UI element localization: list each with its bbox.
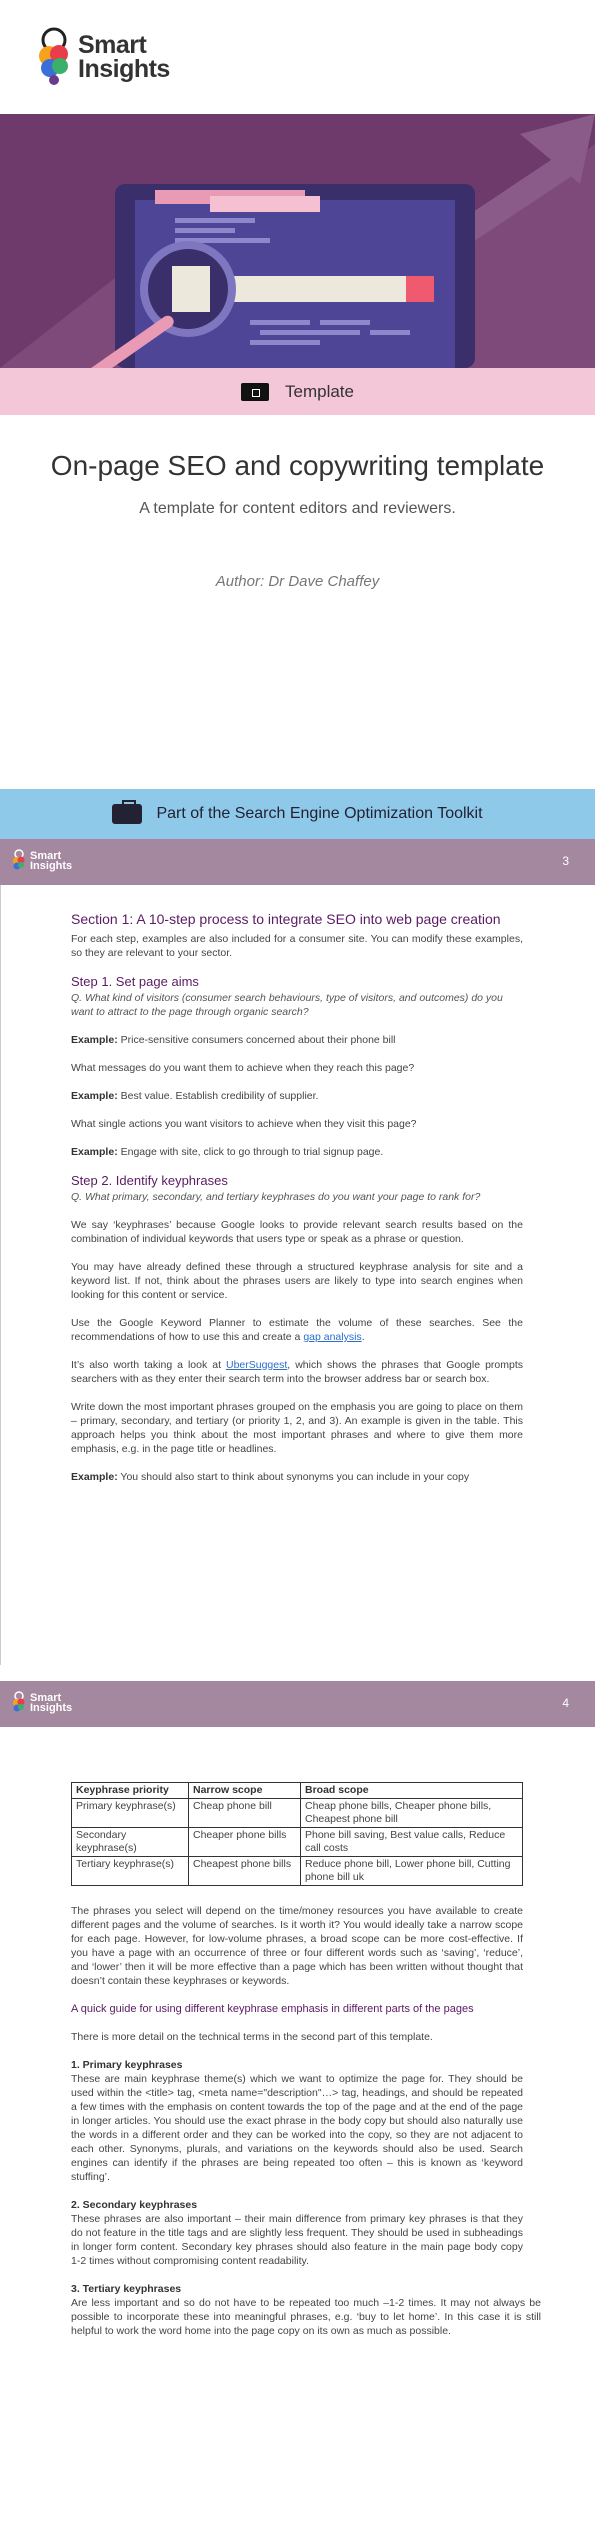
- logo-line2: Insights: [78, 55, 170, 83]
- p4-text-a: It’s also worth taking a look at: [71, 1359, 226, 1371]
- logo-line1: Smart: [78, 31, 147, 59]
- step-1-example-1: [71, 1033, 523, 1047]
- p4-text-b: , which shows the phrases that Google prompts searchers with as they enter their search term into the browser address bar or search box.: [71, 1359, 523, 1385]
- template-band: [0, 368, 595, 415]
- table-row: [72, 1857, 523, 1886]
- page-number: 3: [562, 854, 569, 868]
- step-1-example-2: [71, 1089, 523, 1103]
- example-label: Example:: [71, 1471, 118, 1483]
- logo-mark-icon: [36, 26, 72, 88]
- p3-text: Use the Google Keyword Planner to estimate the volume of these searches. See the recommendations of how to use this and create a: [71, 1317, 523, 1343]
- step-1-example-3: [71, 1145, 523, 1159]
- cover-subtitle: A template for content editors and reviewers.: [139, 500, 456, 517]
- step-2-question: Q. What primary, secondary, and tertiary keyphrases do you want your page to rank for?: [71, 1191, 481, 1203]
- gap-analysis-link[interactable]: gap analysis: [303, 1331, 362, 1343]
- example-text: You should also start to think about synonyms you can include in your copy: [117, 1471, 470, 1483]
- secondary-keyphrases-heading: 2. Secondary keyphrases: [71, 2199, 198, 2211]
- step-2-title: Step 2. Identify keyphrases: [71, 1173, 228, 1188]
- cover-title: On-page SEO and copywriting template: [50, 450, 545, 481]
- header-logo-text: [30, 1693, 72, 1713]
- step-1-title: Step 1. Set page aims: [71, 974, 199, 989]
- header-logo: [12, 1691, 72, 1715]
- table-cell: Reduce phone bill, Lower phone bill, Cutting phone bill uk: [301, 1857, 523, 1886]
- cover-logo-area: [0, 0, 595, 114]
- table-cell: Cheapest phone bills: [189, 1857, 301, 1886]
- header-logo-line2: Insights: [30, 860, 73, 872]
- header-logo-mark-icon: [12, 1691, 26, 1715]
- example-label: Example:: [71, 1090, 118, 1102]
- page-4-header: [0, 1681, 595, 1727]
- keyphrase-table: [71, 1782, 523, 1886]
- step-2-paragraph-5: Write down the most important phrases grouped on the emphasis you are going to place on them – primary, secondary, and tertiary (or priority 1, 2, and 3). An example is given in the table. This approach helps you think about the most important phrases and where to give them more emphasis, e.g. in the page title or headlines.: [71, 1401, 523, 1455]
- page-4-paragraph-1: The phrases you select will depend on the time/money resources you have available to create different pages and the volume of searches. Is it worth it? You would ideally take a narrow scope for each page. However, for low-volume phrases, a broad scope can be more cost-effective. If you have a page with an occurrence of three or four different words such as ‘saving’, ‘reduce’, and ‘lower’ then it will be more effective than a page which has been written without thought that doesn’t contain these keyphrases or keywords.: [71, 1905, 523, 1987]
- example-text: Engage with site, click to go through to trial signup page.: [117, 1146, 384, 1158]
- step-2-paragraph-4: [71, 1358, 523, 1386]
- header-logo-mark-icon: [12, 849, 26, 873]
- step-1-paragraph-3: What single actions you want visitors to achieve when they visit this page?: [71, 1118, 417, 1130]
- header-logo-line2: Insights: [30, 1702, 73, 1714]
- column-header: Broad scope: [301, 1783, 523, 1799]
- table-cell: Tertiary keyphrase(s): [72, 1857, 189, 1886]
- section-intro: For each step, examples are also included for a consumer site. You can modify these examples, so they are relevant to your sector.: [71, 933, 523, 959]
- primary-keyphrases-text: These are main keyphrase theme(s) which we want to optimize the page for. They should be used within the <title> tag, <meta name="description"…> tag, headings, and should be repeated a few times with the emphasis on content towards the top of the page and at the end of the page in longer articles. You should use the exact phrase in the body copy but should also naturally use the words in a different order and they can be worked into the copy, so they are not adjacent to each other. Synonyms, plurals, and variations on the keywords should also be used. Search engines can identify if the phrases are being repeated too often – this is known as ‘keyword stuffing’.: [71, 2073, 523, 2183]
- primary-keyphrases-heading: 1. Primary keyphrases: [71, 2059, 183, 2071]
- logo-text: [78, 33, 170, 81]
- toolkit-label: Part of the Search Engine Optimization Toolkit: [156, 805, 483, 822]
- step-2-example: [71, 1470, 523, 1484]
- table-header-row: [72, 1783, 523, 1799]
- page-edge-line: [0, 885, 1, 1665]
- page-3-header: [0, 839, 595, 885]
- example-label: Example:: [71, 1146, 118, 1158]
- hero-illustration: [0, 114, 595, 368]
- table-cell: Secondary keyphrase(s): [72, 1828, 189, 1857]
- hero-laptop-illustration: [0, 114, 595, 368]
- example-label: Example:: [71, 1034, 118, 1046]
- quick-guide-title: A quick guide for using different keyphrase emphasis in different parts of the pages: [71, 2003, 474, 2015]
- example-text: Best value. Establish credibility of supplier.: [117, 1090, 319, 1102]
- template-label: Template: [285, 381, 354, 401]
- table-cell: Cheap phone bills, Cheaper phone bills, Cheapest phone bill: [301, 1799, 523, 1828]
- step-1-paragraph-2: What messages do you want them to achieve when they reach this page?: [71, 1062, 415, 1074]
- page-4-paragraph-2: There is more detail on the technical terms in the second part of this template.: [71, 2031, 433, 2043]
- header-logo-line1: Smart: [30, 1692, 62, 1704]
- step-2-paragraph-2: You may have already defined these through a structured keyphrase analysis for site and a keyword list. If not, think about the phrases users are likely to type into search engines when looking for this content or service.: [71, 1261, 523, 1301]
- section-1-title: Section 1: A 10-step process to integrate SEO into web page creation: [71, 911, 501, 927]
- header-logo-line1: Smart: [30, 850, 62, 862]
- page-3-body: [71, 910, 523, 1498]
- page-number: 4: [562, 1696, 569, 1710]
- toolkit-band: [0, 789, 595, 839]
- header-logo-text: [30, 851, 72, 871]
- column-header: Narrow scope: [189, 1783, 301, 1799]
- example-text: Price-sensitive consumers concerned about their phone bill: [117, 1034, 396, 1046]
- p3-end: .: [361, 1331, 365, 1343]
- step-2-paragraph-3: [71, 1316, 523, 1344]
- table-cell: Phone bill saving, Best value calls, Reduce call costs: [301, 1828, 523, 1857]
- table-cell: Primary keyphrase(s): [72, 1799, 189, 1828]
- smart-insights-logo: [36, 26, 170, 88]
- table-cell: Cheaper phone bills: [189, 1828, 301, 1857]
- secondary-keyphrases-text: These phrases are also important – their main difference from primary key phrases is that they do not feature in the title tags and are slightly less frequent. They should be used in subheadings in longer form content. Secondary key phrases should also feature in the main page body copy 1-2 times without compromising content readability.: [71, 2213, 523, 2267]
- table-row: [72, 1799, 523, 1828]
- tertiary-keyphrases-text: Are less important and so do not have to be repeated too much –1-2 times. It may not always be possible to incorporate these into meaningful phrases, e.g. ‘buy to let home’. In this case it is still helpful to work the word home into the page copy on its own as much as possible.: [71, 2297, 541, 2337]
- cover-author: Author: Dr Dave Chaffey: [215, 573, 380, 590]
- toolkit-briefcase-icon: [112, 804, 142, 824]
- page-4-body: [71, 1782, 541, 2352]
- ubersuggest-link[interactable]: UberSuggest: [225, 1359, 288, 1371]
- tertiary-keyphrases-heading: 3. Tertiary keyphrases: [71, 2283, 182, 2295]
- step-1-question: Q. What kind of visitors (consumer search behaviours, type of visitors, and outcomes) do you want to attract to the page through organic search?: [71, 992, 503, 1018]
- column-header: Keyphrase priority: [72, 1783, 189, 1799]
- step-2-paragraph-1: We say ‘keyphrases’ because Google looks to provide relevant search results based on the combination of individual keywords that users type or speak as a phrase or question.: [71, 1219, 523, 1245]
- header-logo: [12, 849, 72, 873]
- camera-icon: [241, 383, 269, 401]
- table-cell: Cheap phone bill: [189, 1799, 301, 1828]
- table-row: [72, 1828, 523, 1857]
